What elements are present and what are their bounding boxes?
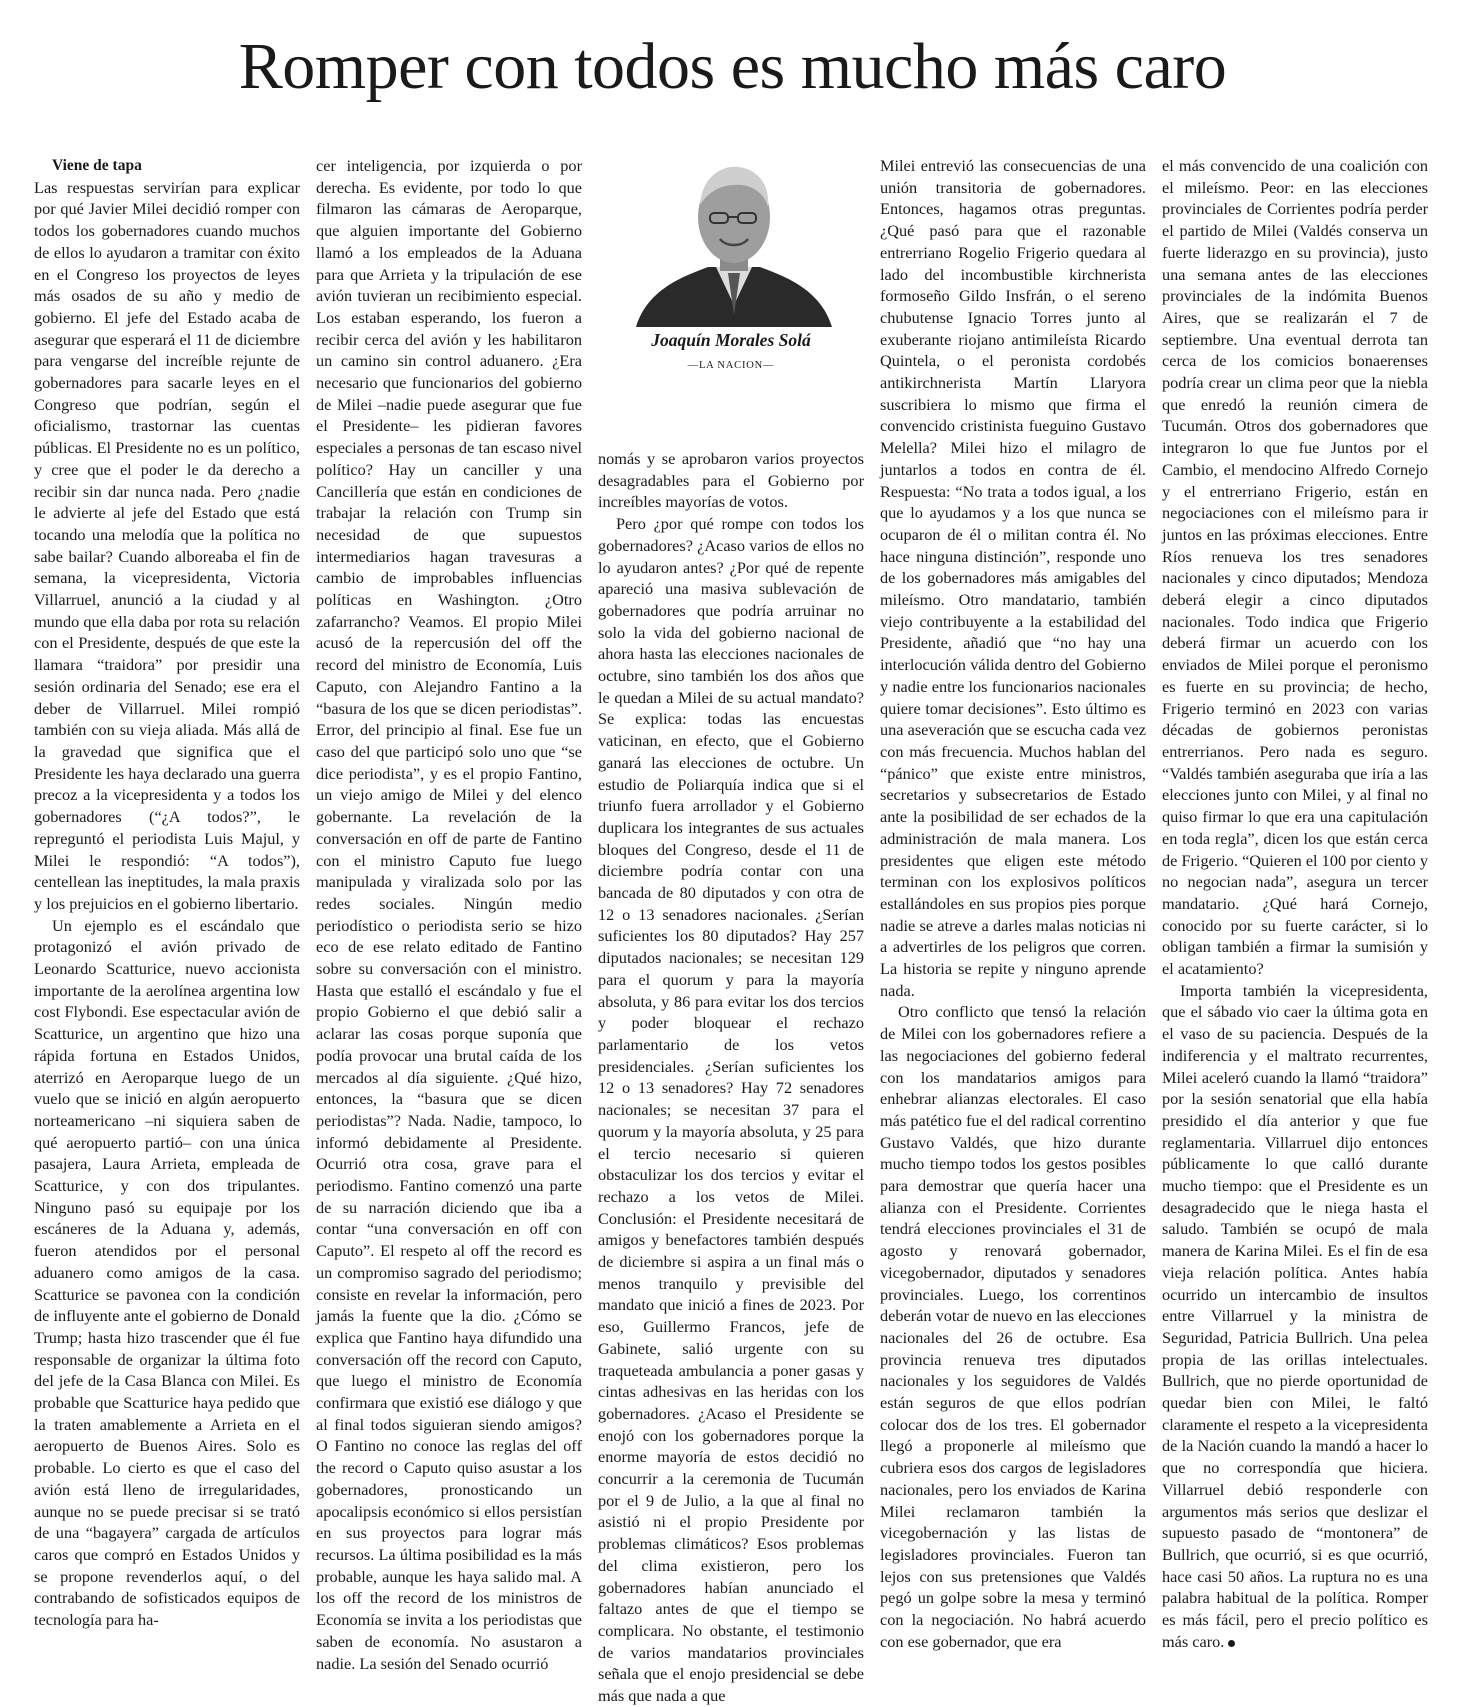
paragraph — [1162, 980, 1428, 1653]
headline: Romper con todos es mucho más caro — [238, 30, 1227, 103]
column-2 — [316, 155, 582, 1673]
column-5 — [1162, 155, 1428, 1651]
byline — [598, 155, 864, 438]
paragraph: cer inteligencia, por izquierda o por derecha. Es evidente, por todo lo que filmaron las cámaras de Aeroparque, que alguien importante del Gobierno llamó a los empleados de la Aduana para que Arrieta y la tripulación de ese avión tuvieran un recibimiento especial. Los estaban esperando, los fueron a recibir cerca del avión y les habilitaron un camino sin control aduanero. ¿Era necesario que funcionarios del gobierno de Milei –nadie puede asegurar que fue el Presidente– les pidieran favores especiales a personas de tan escaso nivel político? Hay un canciller y una Cancillería que están en condiciones de trabajar la relación con Trump sin necesidad de que supuestos intermediarios hagan travesuras a cambio de improbables influencias políticas en Washington. ¿Otro zafarrancho? Veamos. El propio Milei acusó de la repercusión del off the record del ministro de Economía, Luis Caputo, con Alejandro Fantino a la “basura de los que se dicen periodistas”. Error, del principio al final. Ese fue un caso del que participó solo uno que “se dice periodista”, y es el propio Fantino, un viejo amigo de Milei y del elenco gobernante. La revelación de la conversación en off de parte de Fantino con el ministro Caputo fue luego manipulada y viralizada solo por las redes sociales. Ningún medio periodístico o periodista serio se hizo eco de ese relato editado de Fantino sobre su conversación con el ministro. Hasta que estalló el escándalo y fue el propio Gobierno el que debió salir a aclarar las cosas porque suponía que podía provocar una brutal caída de los mercados al día siguiente. ¿Qué hizo, entonces, la “basura que se dicen periodistas”? Nada. Nadie, tampoco, lo informó debidamente al Presidente. Ocurrió otra cosa, grave para el periodismo. Fantino comenzó una parte de su narración diciendo que iba a contar “una conversación en off con Caputo”. El respeto al off the record es un compromiso sagrado del periodismo; consiste en revelar la información, pero jamás la fuente que la dio. ¿Cómo se explica que Fantino haya difundido una conversación off the record con Caputo, que luego el ministro de Economía confirmara que existió ese diálogo y que al final todos siguieran siendo amigos? O Fantino no conoce las reglas del off the record o Caputo quiso asustar a los gobernadores, pronosticando un apocalipsis económico si ellos persistían en sus proyectos para lograr más recursos. La última posibilidad es la más probable, aunque les haya salido mal. A los off the record de los ministros de Economía se invita a los periodistas que saben de economía. No asustaron a nadie. La sesión del Senado ocurrió — [316, 156, 582, 1673]
paragraph: Milei entrevió las consecuencias de una unión transitoria de gobernadores. Entonces, hagamos otras preguntas. ¿Qué pasó para que el razonable entrerriano Rogelio Frigerio quedara al lado del incombustible kirchnerista formoseño Gildo Insfrán, o el sereno chubutense Ignacio Torres junto al exuberante riojano antimileísta Ricardo Quintela, o el peronista cordobés antikirchnerista Martín Llaryora suscribiera lo mismo que firma el convencido cristinista fueguino Gustavo Melella? Milei hizo el milagro de juntarlos a todos en contra de él. Respuesta: “No trata a todos igual, a los que lo ayudamos y a los que nunca se ocuparon de él o militan contra él. No hace ninguna distinción”, responde uno de los gobernadores más amigables del mileísmo. Otro mandatario, también viejo contribuyente a la estabilidad del Presidente, añadió que “no hay una interlocución válida dentro del Gobierno y nadie entre los funcionarios nacionales quiere tomar decisiones”. Esto último es una aseveración que se escucha cada vez con más frecuencia. Muchos hablan del “pánico” que existe entre ministros, secretarios y subsecretarios de Estado ante la posibilidad de ser echados de la administración de mala manera. Los presidentes que eligen este método terminan con los explosivos políticos estallándoles en sus propios pies porque nadie se atreve a darles malas noticias ni a advertirles de los peligros que corren. La historia se repite y ninguno aprende nada. — [880, 156, 1146, 1000]
end-of-article-mark — [1228, 1640, 1235, 1647]
column-3 — [598, 155, 864, 1706]
paragraph-text: Importa también la vicepresidenta, que el sábado vio caer la última gota en el vaso de su paciencia. Después de la indiferencia y el maltrato recurrentes, Milei aceleró cuando la llamó “traidora” por la sesión senatorial que ella había presidido el día anterior y que fue reglamentaria. Villarruel dijo entonces públicamente lo que calló durante mucho tiempo: que el Presidente es un desagradecido que le niega hasta el saludo. También se ocupó de mala manera de Karina Milei. Es el fin de esa vieja relación política. Antes había ocurrido un intercambio de insultos entre Villarruel y la ministra de Seguridad, Patricia Bullrich. Una pelea propia de las orillas intelectuales. Bullrich, que no pierde oportunidad de quedar bien con Milei, le faltó claramente el respeto a la vicepresidenta de la Nación cuando la mandó a hacer lo que no correspondía que hiciera. Villarruel debió responderle con argumentos más serios que deslizar el supuesto pasado de “montonera” de Bullrich, que ocurrió, si es que ocurrió, hace casi 50 años. La ruptura no es una palabra habitual de la política. Romper es más fácil, pero el precio político es más caro. — [1162, 980, 1428, 1651]
author-name: Joaquín Morales Solá — [651, 330, 811, 350]
paragraph: el más convencido de una coalición con el mileísmo. Peor: en las elecciones provinciales de Corrientes podría perder el partido de Milei (Valdés conserva un fuerte liderazgo en su provincia), justo una semana antes de las elecciones provinciales de la indómita Buenos Aires, que se realizarán el 7 de septiembre. Una eventual derrota tan cerca de los comicios bonaerenses podría crear un clima peor que la niebla que enredó la reunión cimera de Tucumán. Otros dos gobernadores que integraron lo que fue Juntos por el Cambio, el mendocino Alfredo Cornejo y el entrerriano Frigerio, están en negociaciones con el mileísmo para ir juntos en las próximas elecciones. Entre Ríos renueva los tres senadores nacionales y cinco diputados; Mendoza deberá elegir a cinco diputados nacionales. Todo indica que Frigerio deberá firmar un acuerdo con los enviados de Milei porque el peronismo es fuerte en su provincia; de hecho, Frigerio terminó en 2023 con varias décadas de gobiernos peronistas entrerrianos. Pero nada es seguro. “Valdés también aseguraba que iría a las elecciones junto con Milei, y al final no quiso firmar lo que era una capitulación en toda regla”, dicen los que están cerca de Frigerio. “Quieren el 100 por ciento y no negocian nada”, asegura un tercer mandatario. ¿Qué hará Cornejo, conocido por su fuerte carácter, si lo obligan también a firmar la sumisión y el acatamiento? — [1162, 156, 1428, 979]
paragraph: Pero ¿por qué rompe con todos los gobernadores? ¿Acaso varios de ellos no lo ayudaron antes? ¿Por qué de repente apareció una masiva sublevación de gobernadores que podría arruinar no solo la vida del gobierno nacional de ahora hasta las elecciones nacionales de octubre, sino también los dos años que le quedan a Milei de su actual mandato? Se explica: todas las encuestas vaticinan, en efecto, que el Gobierno ganará las elecciones de octubre. Un estudio de Poliarquía indica que si el triunfo fuera arrollador y el Gobierno duplicara los integrantes de sus actuales bloques del Congreso, desde el 11 de diciembre podría contar con una bancada de 80 diputados y con otra de 12 o 13 senadores nacionales. ¿Serían suficientes los 80 diputados? Hay 257 diputados nacionales; se necesitan 129 para el quorum y para la mayoría absoluta, y 86 para evitar los dos tercios y poder bloquear el rechazo parlamentario de los vetos presidenciales. ¿Serían suficientes los 12 o 13 senadores? Hay 72 senadores nacionales; se necesitan 37 para el quorum y la mayoría absoluta, y 25 para el tercio necesario si quieren obstaculizar los dos tercios y evitar el rechazo a los vetos de Milei. Conclusión: el Presidente necesitará de amigos y benefactores también después de diciembre si aspira a un final más o menos tranquilo y previsible del mandato que inició a fines de 2023. Por eso, Guillermo Francos, jefe de Gabinete, salió urgente con su traqueteada ambulancia a poner gasas y cintas adhesivas en las heridas con los gobernadores. ¿Acaso el Presidente se enojó con los gobernadores porque la enorme mayoría de estos decidió no concurrir a la ceremonia de Tucumán por el 9 de Julio, a la que al final no asistió ni el propio Presidente por problemas climáticos? Esos problemas del clima existieron, pero los gobernadores habían anunciado el faltazo antes de que el tiempo se complicara. No obstante, el testimonio de varios mandatarios provinciales señala que el enojo presidencial se debe más que nada a que — [598, 514, 864, 1706]
paragraph: Las respuestas servirían para explicar por qué Javier Milei decidió romper con todos los gobernadores cuando muchos de ellos lo ayudaron a tramitar con éxito en el Congreso los proyectos de leyes más osados de su año y medio de gobierno. El jefe del Estado acaba de asegurar que esperará el 11 de diciembre para vengarse del increíble rejunte de gobernadores para sacarle leyes en el Congreso que podrían, según el oficialismo, trastornar las cuentas públicas. El Presidente no es un político, y cree que el poder le da derecho a recibir sin dar nunca nada. Pero ¿nadie le advierte al jefe del Estado que está tocando una melodía que la política no sabe bailar? Cuando alboreaba el fin de semana, la vicepresidenta, Victoria Villarruel, anunció a la ciudad y al mundo que ella daba por rota su relación con el Presidente, después de que este la llamara “traidora” por presidir una sesión ordinaria del Senado; ese era el deber de Villarruel. Milei rompió también con su vieja aliada. Más allá de la gravedad que significa que el Presidente les haya declarado una guerra precoz a la vicepresidenta y a todos los gobernadores (“¿A todos?”, le repreguntó el periodista Luis Majul, y Milei le respondió: “A todos”), centellean las ineptitudes, la mala praxis y los prejuicios en el gobierno libertario. — [34, 177, 300, 913]
outlet-name: —LA NACION— — [687, 360, 775, 371]
column-1 — [34, 155, 300, 1630]
paragraph: nomás y se aprobaron varios proyectos desagradables para el Gobierno por increíbles mayorías de votos. — [598, 449, 864, 512]
kicker: Viene de tapa — [52, 157, 142, 174]
author-portrait — [628, 155, 840, 327]
paragraph: Otro conflicto que tensó la relación de Milei con los gobernadores refiere a las negociaciones del gobierno federal con los mandatarios amigos para enhebrar alianzas electorales. El caso más patético fue el del radical correntino Gustavo Valdés, que hizo durante mucho tiempo todos los gestos posibles para demostrar que quería hacer una alianza con el Presidente. Corrientes tendrá elecciones provinciales el 31 de agosto y renovará gobernador, vicegobernador, diputados y senadores provinciales. Luego, los correntinos deberán votar de nuevo en las elecciones nacionales del 26 de octubre. Esa provincia renueva tres diputados nacionales y los seguidores de Valdés están seguros de que ellos podrían colocar dos de los tres. El gobernador llegó a proponerle al mileísmo que cubriera esos dos cargos de legisladores nacionales, pero los enviados de Karina Milei reclamaron también la vicegobernación y las listas de legisladores provinciales. Fueron tan lejos con sus pretensiones que Valdés pegó un golpe sobre la mesa y terminó con la negociación. No habrá acuerdo con ese gobernador, que era — [880, 1002, 1146, 1651]
column-4 — [880, 155, 1146, 1651]
article-body — [34, 155, 1432, 1706]
paragraph: Un ejemplo es el escándalo que protagonizó el avión privado de Leonardo Scatturice, nuevo accionista importante de la aerolínea argentina low cost Flybondi. Ese espectacular avión de Scatturice, un argentino que hizo una rápida fortuna en Estados Unidos, aterrizó en Aeroparque luego de un vuelo que se inició en algún aeropuerto norteamericano –ni siquiera saben de qué aeropuerto partió– con una única pasajera, Laura Arrieta, empleada de Scatturice, y con dos tripulantes. Ninguno pasó su equipaje por los escáneres de la Aduana y, además, fueron atendidos por el personal aduanero como amigos de la casa. Scatturice se pavonea con la condición de influyente ante el gobierno de Donald Trump; hasta hizo trascender que él fue responsable de organizar la última foto del jefe de la Casa Blanca con Milei. Es probable que Scatturice haya pedido que la traten amablemente a Arrieta en el aeropuerto de Buenos Aires. Solo es probable. Lo cierto es que el caso del avión está lleno de irregularidades, aunque no se puede precisar si se trató de una “bagayera” cargada de artículos caros que compró en Estados Unidos y se propone revenderlos aquí, o del contrabando de sofisticados equipos de tecnología para ha- — [34, 915, 300, 1630]
